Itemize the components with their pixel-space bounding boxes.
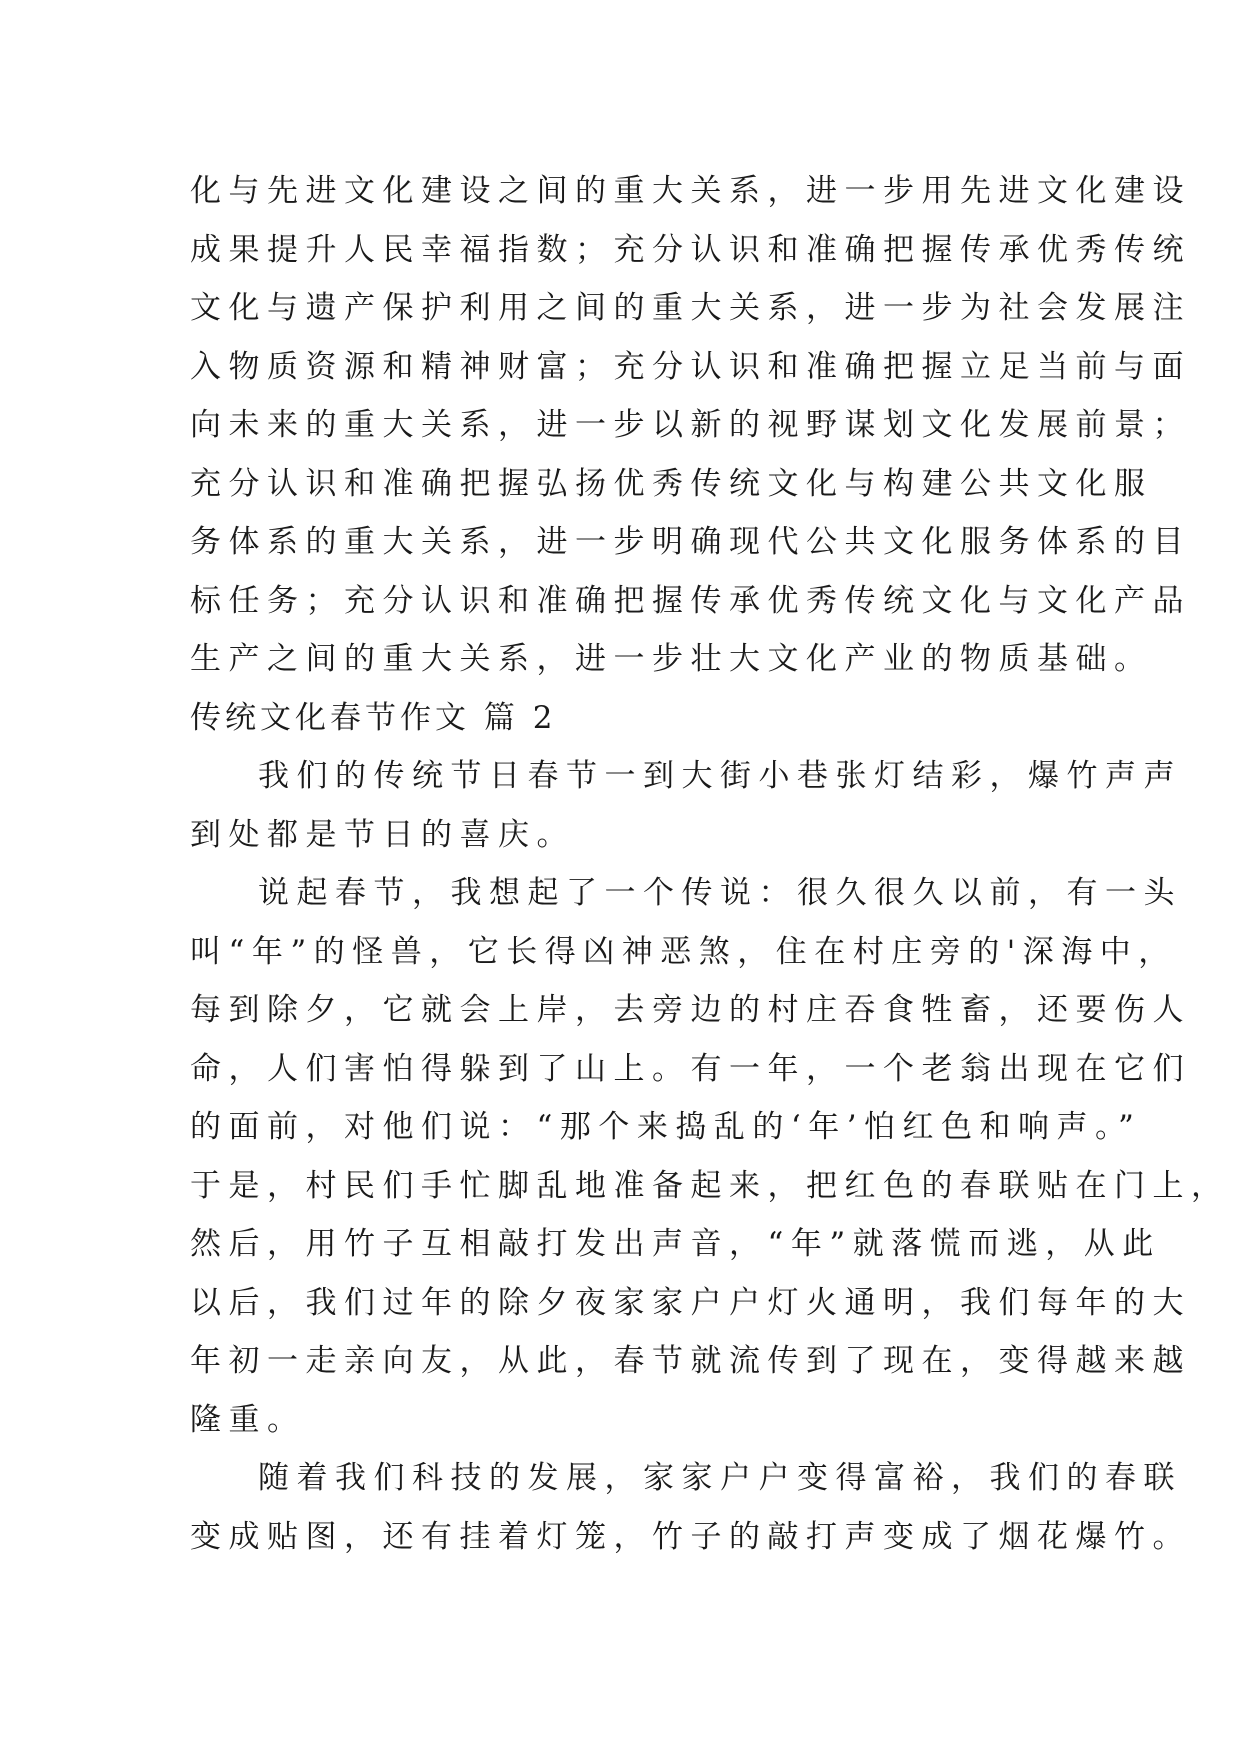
paragraph-line: 以后，我们过年的除夕夜家家户户灯火通明，我们每年的大 bbox=[190, 1284, 1191, 1321]
paragraph-line: 随着我们科技的发展，家家户户变得富裕，我们的春联 bbox=[258, 1460, 1182, 1496]
paragraph-line: 的面前，对他们说：“那个来捣乱的‘年’怕红色和响声。” bbox=[190, 1109, 1142, 1145]
paragraph-line: 向未来的重大关系，进一步以新的视野谋划文化发展前景； bbox=[190, 407, 1191, 443]
section-heading: 传统文化春节作文 篇 2 bbox=[190, 699, 557, 736]
paragraph-line: 我们的传统节日春节一到大街小巷张灯结彩，爆竹声声 bbox=[258, 758, 1182, 794]
paragraph-line: 隆重。 bbox=[190, 1401, 306, 1438]
paragraph-line: 到处都是节日的喜庆。 bbox=[190, 816, 575, 853]
paragraph-line: 说起春节，我想起了一个传说：很久很久以前，有一头 bbox=[258, 875, 1182, 911]
paragraph-line: 务体系的重大关系，进一步明确现代公共文化服务体系的目 bbox=[190, 524, 1191, 560]
paragraph-line: 文化与遗产保护利用之间的重大关系，进一步为社会发展注 bbox=[190, 290, 1191, 326]
paragraph-line: 入物质资源和精神财富；充分认识和准确把握立足当前与面 bbox=[190, 348, 1191, 385]
paragraph-line: 命，人们害怕得躲到了山上。有一年，一个老翁出现在它们 bbox=[190, 1050, 1191, 1087]
document-body bbox=[190, 162, 1230, 1566]
paragraph-line: 于是，村民们手忙脚乱地准备起来，把红色的春联贴在门上， bbox=[190, 1167, 1230, 1204]
paragraph-line: 充分认识和准确把握弘扬优秀传统文化与构建公共文化服 bbox=[190, 465, 1153, 502]
paragraph-line: 然后，用竹子互相敲打发出声音，“年”就落慌而逃，从此 bbox=[190, 1226, 1161, 1262]
paragraph-line: 年初一走亲向友，从此，春节就流传到了现在，变得越来越 bbox=[190, 1343, 1191, 1379]
paragraph-line: 每到除夕，它就会上岸，去旁边的村庄吞食牲畜，还要伤人 bbox=[190, 992, 1191, 1028]
paragraph-line: 化与先进文化建设之间的重大关系，进一步用先进文化建设 bbox=[190, 173, 1191, 209]
paragraph-line: 叫“年”的怪兽，它长得凶神恶煞，住在村庄旁的'深海中， bbox=[190, 933, 1177, 970]
paragraph-line: 变成贴图，还有挂着灯笼，竹子的敲打声变成了烟花爆竹。 bbox=[190, 1518, 1191, 1555]
paragraph-line: 成果提升人民幸福指数；充分认识和准确把握传承优秀传统 bbox=[190, 231, 1191, 268]
paragraph-line: 生产之间的重大关系，进一步壮大文化产业的物质基础。 bbox=[190, 641, 1153, 677]
paragraph-line: 标任务；充分认识和准确把握传承优秀传统文化与文化产品 bbox=[190, 582, 1191, 619]
